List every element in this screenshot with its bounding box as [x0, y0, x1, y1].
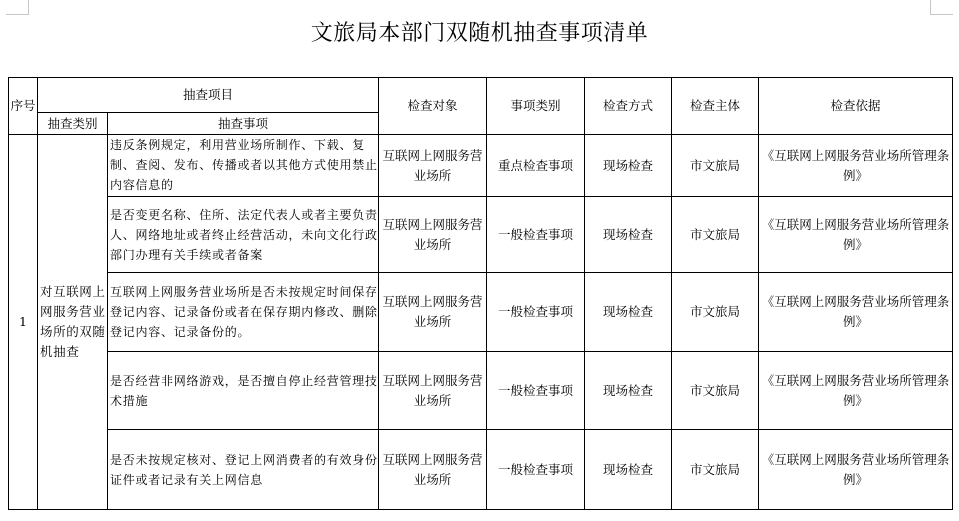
method-cell: 现场检查 [585, 135, 672, 197]
subject-cell: 市文旅局 [672, 197, 759, 273]
target-cell: 互联网上网服务营业场所 [379, 135, 487, 197]
table-row [9, 135, 953, 197]
crop-mark-top-right [930, 0, 953, 15]
type-cell: 一般检查事项 [487, 352, 585, 430]
header-target: 检查对象 [379, 78, 487, 135]
group-seq-cell: 1 [9, 135, 38, 510]
crop-mark-top-left [6, 0, 29, 15]
subject-cell: 市文旅局 [672, 273, 759, 352]
basis-cell: 《互联网上网服务营业场所管理条例》 [759, 135, 953, 197]
table-body [9, 78, 953, 510]
basis-cell: 《互联网上网服务营业场所管理条例》 [759, 352, 953, 430]
item-cell: 是否未按规定核对、登记上网消费者的有效身份证件或者记录有关上网信息 [108, 430, 379, 510]
type-cell: 一般检查事项 [487, 430, 585, 510]
header-basis: 检查依据 [759, 78, 953, 135]
table-row [9, 273, 953, 352]
target-cell: 互联网上网服务营业场所 [379, 273, 487, 352]
target-cell: 互联网上网服务营业场所 [379, 430, 487, 510]
target-cell: 互联网上网服务营业场所 [379, 197, 487, 273]
type-cell: 一般检查事项 [487, 273, 585, 352]
basis-cell: 《互联网上网服务营业场所管理条例》 [759, 273, 953, 352]
method-cell: 现场检查 [585, 197, 672, 273]
header-row-1 [9, 78, 953, 113]
subject-cell: 市文旅局 [672, 430, 759, 510]
header-item: 抽查事项 [108, 113, 379, 135]
type-cell: 重点检查事项 [487, 135, 585, 197]
document-title: 文旅局本部门双随机抽查事项清单 [310, 21, 649, 46]
basis-cell: 《互联网上网服务营业场所管理条例》 [759, 430, 953, 510]
inspection-items-table [8, 77, 953, 510]
group-category-cell: 对互联网上网服务营业场所的双随机抽查 [38, 135, 108, 510]
subject-cell: 市文旅局 [672, 352, 759, 430]
header-category: 抽查类别 [38, 113, 108, 135]
header-seq-label: 序号 [10, 98, 36, 113]
item-cell: 是否经营非网络游戏，是否擅自停止经营管理技术措施 [108, 352, 379, 430]
type-cell: 一般检查事项 [487, 197, 585, 273]
method-cell: 现场检查 [585, 352, 672, 430]
header-items-group: 抽查项目 [38, 78, 379, 113]
item-cell: 违反条例规定，利用营业场所制作、下载、复制、查阅、发布、传播或者以其他方式使用禁止内容信息的 [108, 135, 379, 197]
method-cell: 现场检查 [585, 430, 672, 510]
table-row [9, 352, 953, 430]
method-cell: 现场检查 [585, 273, 672, 352]
header-type: 事项类别 [487, 78, 585, 135]
subject-cell: 市文旅局 [672, 135, 759, 197]
item-cell: 是否变更名称、住所、法定代表人或者主要负责人、网络地址或者终止经营活动，未向文化行政部门办理有关手续或者备案 [108, 197, 379, 273]
header-seq [9, 78, 38, 135]
table-row [9, 430, 953, 510]
basis-cell: 《互联网上网服务营业场所管理条例》 [759, 197, 953, 273]
target-cell: 互联网上网服务营业场所 [379, 352, 487, 430]
header-method: 检查方式 [585, 78, 672, 135]
header-subject: 检查主体 [672, 78, 759, 135]
item-cell: 互联网上网服务营业场所是否未按规定时间保存登记内容、记录备份或者在保存期内修改、删除登记内容、记录备份的。 [108, 273, 379, 352]
table-row [9, 197, 953, 273]
